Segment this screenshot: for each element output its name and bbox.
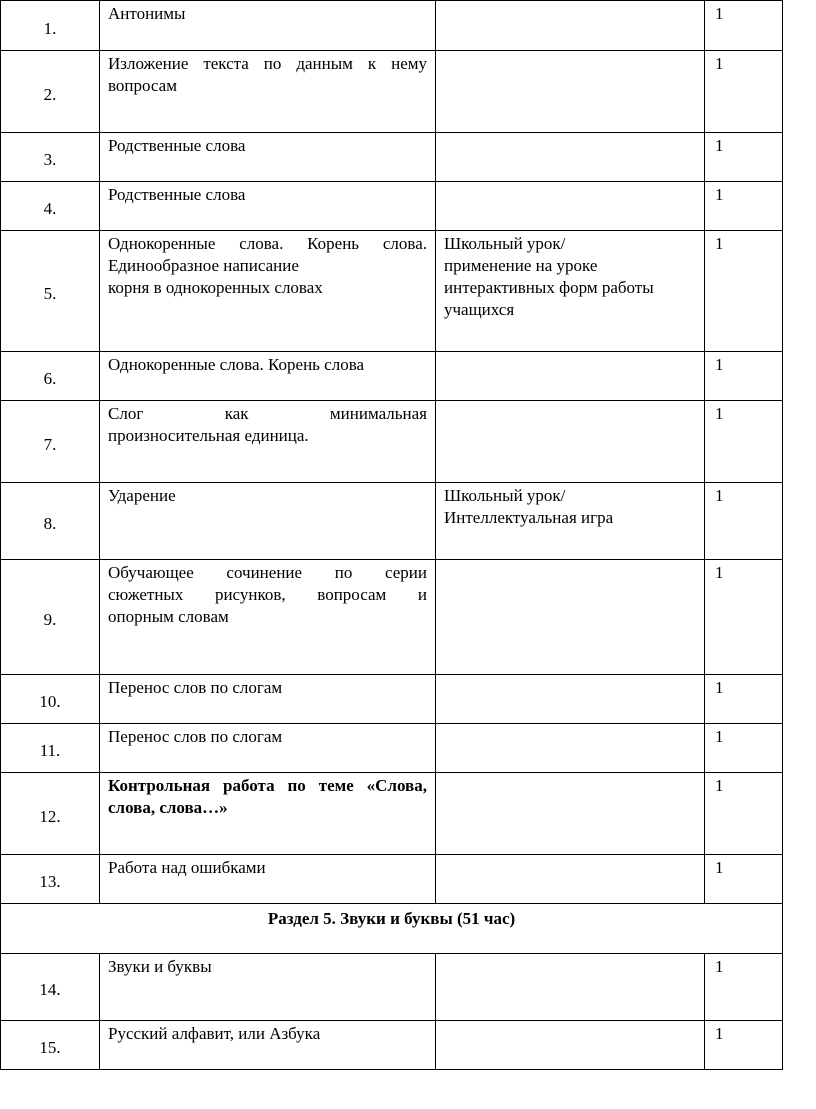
lesson-hours: 1 [705, 483, 783, 560]
lesson-form [436, 1021, 705, 1070]
lesson-topic-line: вопросам [108, 76, 177, 95]
lesson-topic-line: Обучающее сочинение по серии [108, 563, 427, 582]
lesson-number: 11. [1, 724, 100, 773]
table-row [1, 182, 783, 231]
lesson-hours: 1 [705, 352, 783, 401]
lesson-number: 14. [1, 954, 100, 1021]
lesson-hours: 1 [705, 182, 783, 231]
lesson-topic [100, 51, 436, 133]
lesson-form [436, 51, 705, 133]
table-row [1, 352, 783, 401]
section-title: Раздел 5. Звуки и буквы (51 час) [1, 904, 783, 954]
lesson-hours: 1 [705, 1021, 783, 1070]
lesson-hours: 1 [705, 133, 783, 182]
lesson-topic: Родственные слова [100, 182, 436, 231]
lesson-topic-line: слова, слова…» [108, 798, 228, 817]
lesson-number: 13. [1, 855, 100, 904]
lesson-hours: 1 [705, 401, 783, 483]
lesson-number: 9. [1, 560, 100, 675]
table-row [1, 1, 783, 51]
lesson-form-line: учащихся [444, 300, 515, 319]
section-row [1, 904, 783, 954]
lesson-topic: Работа над ошибками [100, 855, 436, 904]
lesson-topic: Русский алфавит, или Азбука [100, 1021, 436, 1070]
table-row [1, 675, 783, 724]
lesson-topic: Ударение [100, 483, 436, 560]
lesson-topic-line: Единообразное написание [108, 256, 299, 275]
table-row [1, 773, 783, 855]
table-row [1, 483, 783, 560]
lesson-topic: Перенос слов по слогам [100, 675, 436, 724]
lesson-hours: 1 [705, 855, 783, 904]
lesson-form [436, 724, 705, 773]
lesson-hours: 1 [705, 724, 783, 773]
lesson-hours: 1 [705, 954, 783, 1021]
lesson-topic: Родственные слова [100, 133, 436, 182]
lesson-form [436, 401, 705, 483]
lesson-number: 2. [1, 51, 100, 133]
lesson-number: 12. [1, 773, 100, 855]
lesson-number: 8. [1, 483, 100, 560]
lesson-topic-line: Изложение текста по данным к нему [108, 54, 427, 73]
table-row [1, 560, 783, 675]
lesson-form-line: Школьный урок/ [444, 486, 566, 505]
lesson-topic [100, 773, 436, 855]
lesson-topic-line: Однокоренные слова. Корень слова. [108, 234, 427, 253]
lesson-topic-line: корня в однокоренных словах [108, 278, 323, 297]
lesson-number: 6. [1, 352, 100, 401]
lesson-number: 5. [1, 231, 100, 352]
lesson-form [436, 352, 705, 401]
lesson-topic-line: Контрольная работа по теме «Слова, [108, 776, 427, 795]
table-row [1, 133, 783, 182]
lesson-form [436, 773, 705, 855]
lesson-number: 15. [1, 1021, 100, 1070]
table-row [1, 724, 783, 773]
lesson-hours: 1 [705, 1, 783, 51]
lesson-hours: 1 [705, 773, 783, 855]
lesson-hours: 1 [705, 231, 783, 352]
lesson-topic-line: сюжетных рисунков, вопросам и [108, 585, 427, 604]
table-row [1, 231, 783, 352]
table-row [1, 1021, 783, 1070]
lesson-number: 4. [1, 182, 100, 231]
lesson-form-line: Школьный урок/ [444, 234, 566, 253]
lesson-form [436, 675, 705, 724]
lesson-topic-line: Слог как минимальная [108, 404, 427, 423]
lesson-form [436, 133, 705, 182]
lesson-topic [100, 401, 436, 483]
lesson-hours: 1 [705, 560, 783, 675]
table-row [1, 401, 783, 483]
lesson-number: 3. [1, 133, 100, 182]
lesson-topic: Перенос слов по слогам [100, 724, 436, 773]
lesson-form [436, 231, 705, 352]
lesson-form [436, 182, 705, 231]
lesson-form-line: применение на уроке [444, 256, 598, 275]
lesson-topic-line: произносительная единица. [108, 426, 309, 445]
lesson-form [436, 560, 705, 675]
lesson-form [436, 1, 705, 51]
lesson-number: 10. [1, 675, 100, 724]
table-row [1, 51, 783, 133]
lesson-topic-line: опорным словам [108, 607, 229, 626]
lesson-hours: 1 [705, 675, 783, 724]
lesson-form [436, 954, 705, 1021]
table-row [1, 855, 783, 904]
lesson-form-line: интерактивных форм работы [444, 278, 654, 297]
lesson-number: 1. [1, 1, 100, 51]
lesson-topic: Однокоренные слова. Корень слова [100, 352, 436, 401]
lesson-number: 7. [1, 401, 100, 483]
lesson-topic [100, 231, 436, 352]
lesson-topic: Антонимы [100, 1, 436, 51]
lesson-form [436, 855, 705, 904]
lesson-form-line: Интеллектуальная игра [444, 508, 614, 527]
lesson-topic: Звуки и буквы [100, 954, 436, 1021]
lesson-topic [100, 560, 436, 675]
lesson-hours: 1 [705, 51, 783, 133]
lesson-form [436, 483, 705, 560]
table-row [1, 954, 783, 1021]
